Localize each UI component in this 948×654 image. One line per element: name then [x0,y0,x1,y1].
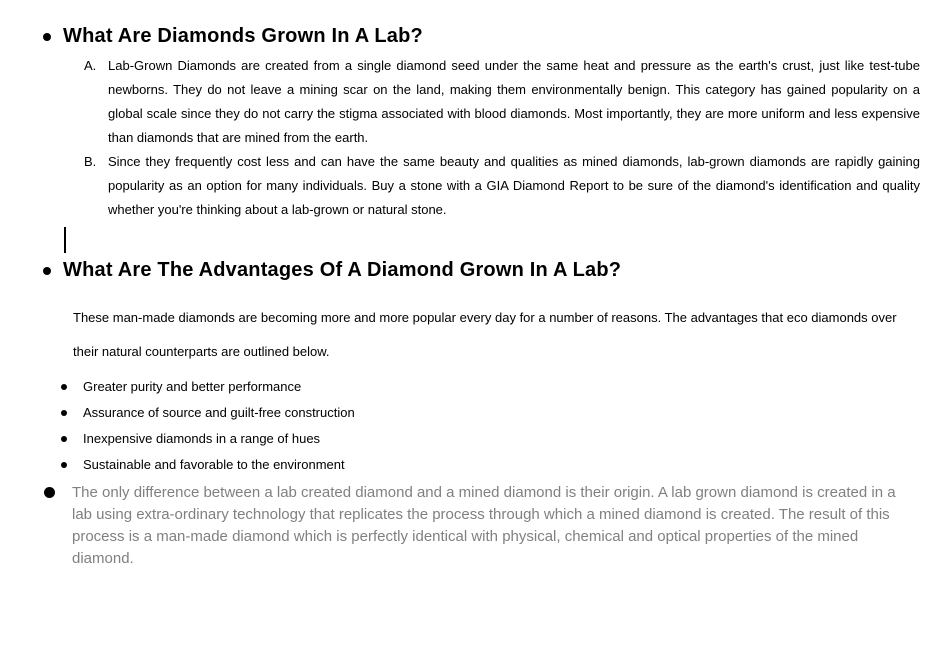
list-item-b [84,150,920,222]
advantage-text: Sustainable and favorable to the environment [83,457,345,472]
bullet-icon [61,410,67,416]
bullet-icon [43,267,51,275]
bullet-icon [61,462,67,468]
bullet-icon [61,384,67,390]
advantage-text: Assurance of source and guilt-free construction [83,405,355,420]
section-2-heading: What Are The Advantages Of A Diamond Grown In A Lab? [63,259,622,281]
list-item [83,452,923,478]
list-item-a-marker: A. [84,58,97,73]
section-2-heading-row [43,258,948,283]
advantages-list [0,374,948,478]
bullet-icon [43,33,51,41]
section-1-heading: What Are Diamonds Grown In A Lab? [63,25,423,47]
bullet-icon [44,487,55,498]
list-item-a-text: Lab-Grown Diamonds are created from a single diamond seed under the same heat and pressure as the earth's crust, just like test-tube newborns. They do not leave a mining scar on the land, making them environmentally benign. This category has gained popularity on a global scale since they do not carry the stigma associated with blood diamonds. Most importantly, they are more uniform and less expensive than diamonds that are mined from the earth. [108,58,920,145]
intro-paragraph: These man-made diamonds are becoming more and more popular every day for a number of reasons. The advantages that eco diamonds over their natural counterparts are outlined below. [73,310,897,359]
list-item [83,426,923,452]
list-item [83,374,923,400]
list-item-b-text: Since they frequently cost less and can have the same beauty and qualities as mined diamonds, lab-grown diamonds are rapidly gaining popularity as an option for many individuals. Buy a stone with a GIA Diamond Report to be sure of the diamond's identification and quality whether you're thinking about a lab-grown or natural stone. [108,154,920,217]
list-item-b-marker: B. [84,154,97,169]
advantage-text: Greater purity and better performance [83,379,302,394]
list-item [83,400,923,426]
list-item-a [84,54,920,150]
bullet-icon [61,436,67,442]
note-row [72,482,908,570]
advantage-text: Inexpensive diamonds in a range of hues [83,431,321,446]
lettered-list [0,54,948,222]
section-1-heading-row [43,24,948,49]
note-paragraph: The only difference between a lab created diamond and a mined diamond is their origin. A lab grown diamond is created in a lab using extra-ordinary technology that replicates the process through which a mined diamond is created. The result of this process is a man-made diamond which is perfectly identical with physical, chemical and optical properties of the mined diamond. [72,484,896,567]
text-cursor [64,227,66,253]
